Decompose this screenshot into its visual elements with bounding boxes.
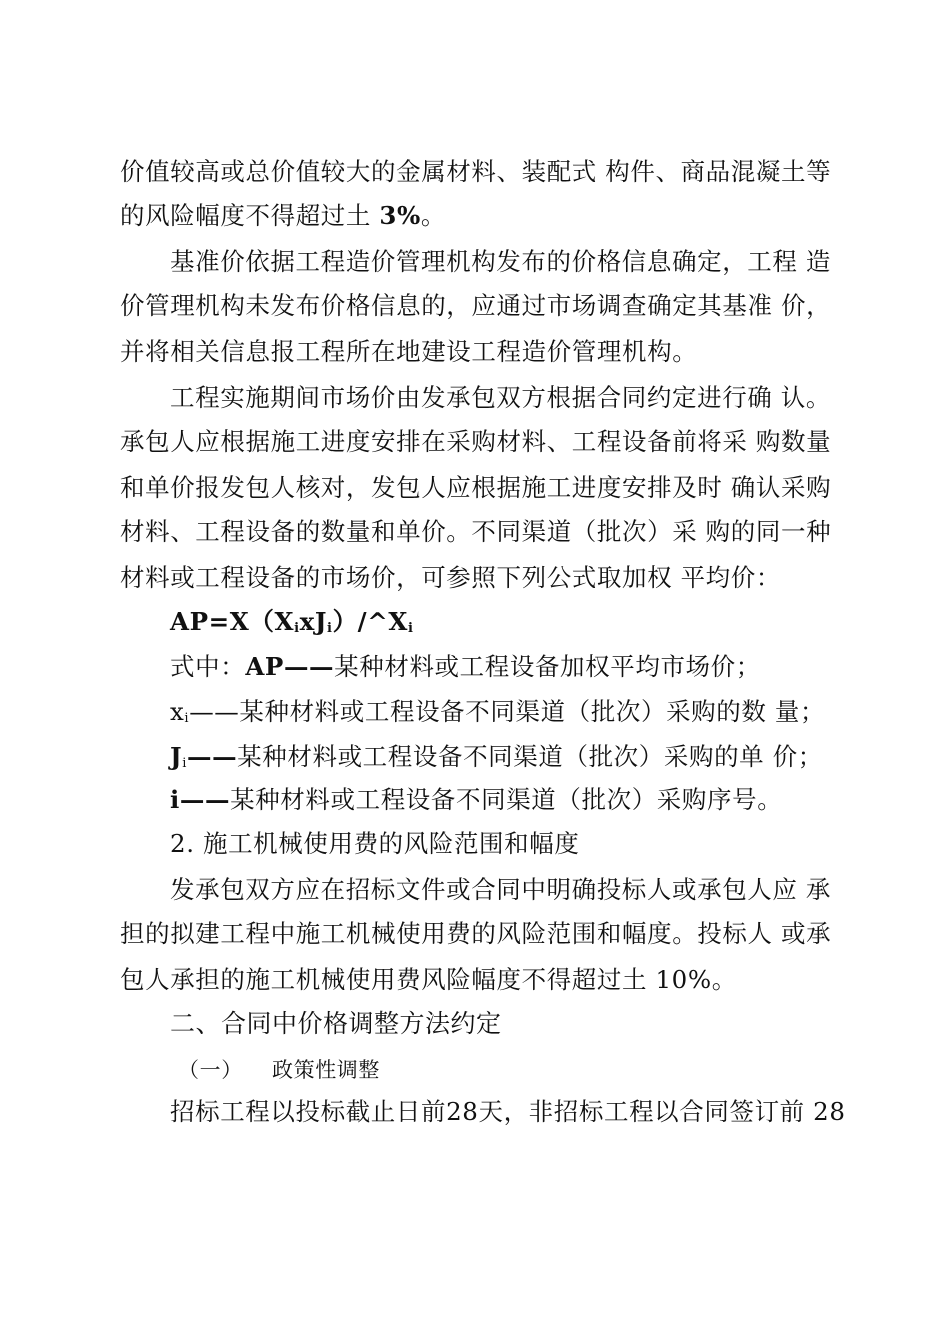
subscript: i [327,621,333,636]
paragraph-line [120,194,950,238]
paragraph-line: 承包人应根据施工进度安排在采购材料、工程设备前将采 购数量 [120,427,832,456]
text-run: 式中： [170,652,246,681]
definition-line [170,690,950,734]
symbol: J [170,742,183,771]
paragraph-line: 材料、工程设备的数量和单价。不同渠道（批次）采 购的同一种 [120,517,832,546]
paragraph-line: 工程实施期间市场价由发承包双方根据合同约定进行确 认。 [170,383,831,412]
symbol: x [170,697,185,726]
paragraph-line: 发承包双方应在招标文件或合同中明确投标人或承包人应 承 [170,875,831,904]
subscript: i [184,711,190,726]
formula-part: xJ [299,607,328,636]
paragraph-line: 价值较高或总价值较大的金属材料、装配式 构件、商品混凝土等 [120,157,832,186]
symbol: —— [186,742,238,771]
paragraph-line: 价管理机构未发布价格信息的，应通过市场调查确定其基准 价， [120,291,832,320]
section-title: 2. 施工机械使用费的风险范围和幅度 [170,829,580,858]
symbol: i—— [170,785,231,814]
subscript: i [182,756,187,771]
text-run: 某种材料或工程设备不同渠道（批次）采购序号。 [230,785,783,814]
text-run: 。 [420,201,447,230]
formula-part: ）/^X [332,607,408,636]
paragraph-line: 招标工程以投标截止日前28天，非招标工程以合同签订前 28 [170,1097,846,1126]
subscript: i [407,621,414,636]
formula-part: AP=X（X [170,607,295,636]
symbol: AP—— [245,652,335,681]
paragraph-line: 包人承担的施工机械使用费风险幅度不得超过土 10%。 [120,965,737,994]
percentage-value: 3% [379,201,421,230]
text-run: 某种材料或工程设备加权平均市场价； [334,652,761,681]
chapter-heading: 二、合同中价格调整方法约定 [170,1009,502,1038]
subsection-number: （一） [178,1058,243,1082]
paragraph-line: 担的拟建工程中施工机械使用费的风险范围和幅度。投标人 或承 [120,919,832,948]
subsection-title: 政策性调整 [272,1058,380,1082]
paragraph-line: 并将相关信息报工程所在地建设工程造价管理机构。 [120,337,698,366]
definition-line [170,645,950,689]
paragraph-line: 和单价报发包人核对，发包人应根据施工进度安排及时 确认采购 [120,473,832,502]
text-run: 的风险幅度不得超过土 [120,201,380,230]
definition-line [170,778,950,822]
definition-line [170,735,950,779]
subscript: i [294,621,300,636]
paragraph-line: 材料或工程设备的市场价，可参照下列公式取加权 平均价： [120,563,781,592]
formula-line [170,600,950,644]
text-run: 某种材料或工程设备不同渠道（批次）采购的单 价； [237,742,823,771]
paragraph-line: 基准价依据工程造价管理机构发布的价格信息确定，工程 造 [170,247,831,276]
text-run: ——某种材料或工程设备不同渠道（批次）采购的数 量； [189,697,826,726]
